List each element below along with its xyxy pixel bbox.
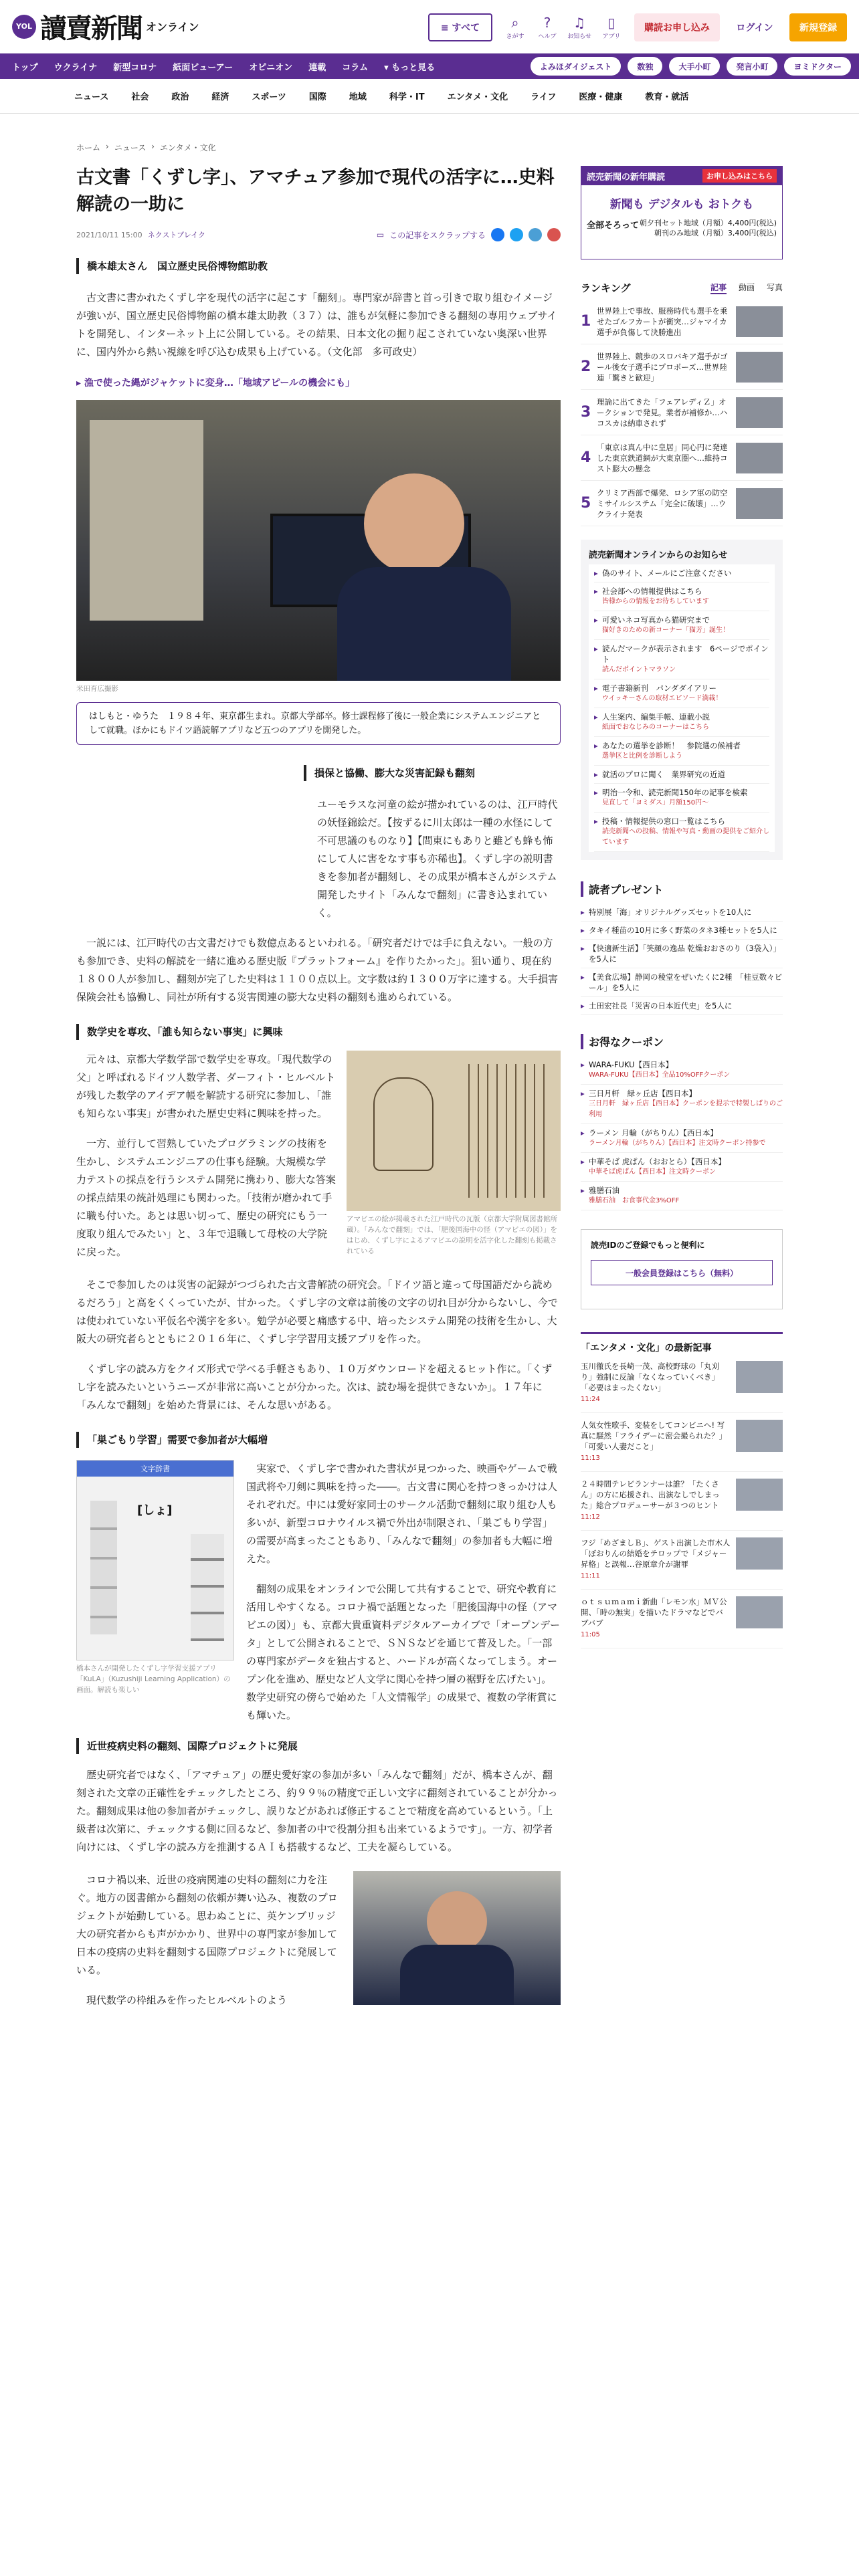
present-item[interactable]: ▸ 【快適新生活】「笑顔の逸品 乾燥おおさのり（3袋入）」を5人に bbox=[581, 940, 783, 968]
ranking-item[interactable] bbox=[581, 390, 783, 435]
category-tab[interactable]: 社会 bbox=[131, 92, 149, 102]
profile-box: はしもと・ゆうた １９８４年、東京都生まれ。京都大学部卒。修士課程修了後に一般企業にシステムエンジニアとして就職。ほかにもドイツ語読解アプリなど五つのアプリを開発した。 bbox=[76, 702, 561, 745]
notice-subtitle: 猫好きのための新コーナー「猫芳」誕生！ bbox=[602, 627, 729, 634]
ranking-number: 3 bbox=[581, 404, 591, 421]
latest-article[interactable] bbox=[581, 1531, 783, 1590]
ranking-thumbnail bbox=[736, 352, 783, 383]
category-tab[interactable]: 教育・就活 bbox=[645, 92, 689, 102]
coupon-title: ▸ 中華そば 虎ぱん（おおとら）【西日本】 bbox=[589, 1157, 726, 1166]
coupon-title: ▸ WARA-FUKU【西日本】 bbox=[589, 1060, 674, 1069]
notice-heading: 読売新聞オンラインからのお知らせ bbox=[589, 550, 728, 560]
present-item[interactable]: ▸ 土田宏社長「災害の日本近代史」を5人に bbox=[581, 997, 783, 1015]
ranking-number: 1 bbox=[581, 313, 591, 330]
ranking-number: 5 bbox=[581, 495, 591, 512]
category-tab[interactable]: スポーツ bbox=[252, 92, 286, 102]
coupon-detail: ラーメン月輪（がちりん）【西日本】注文時クーポン持参で bbox=[589, 1140, 766, 1147]
present-item[interactable]: ▸ 特別展「海」オリジナルグッズセットを10人に bbox=[581, 903, 783, 922]
coupon-detail: 中華そば虎ぱん【西日本】注文時クーポン bbox=[589, 1168, 716, 1176]
app-header: 文字辞書 bbox=[77, 1461, 233, 1477]
breadcrumb-separator: › bbox=[106, 142, 109, 151]
latest-title: 玉川徹氏を長崎一茂、高校野球の「丸刈り」強制に反論「なくなっていくべき」「必要はまったくない」 bbox=[581, 1362, 719, 1392]
facebook-icon[interactable] bbox=[491, 228, 504, 241]
latest-heading: 「エンタメ・文化」の最新記事 bbox=[581, 1332, 783, 1354]
section-heading: 損保と協働、膨大な災害記録も翻刻 bbox=[304, 765, 561, 781]
paragraph: くずし字の読み方をクイズ形式で学べる手軽さもあり、１０万ダウンロードを超えるヒット作に。「くずし字を読みたいというニーズが非常に高いことが分かった。次は、読む場を提供できないか」。１７年に「みんなで翻刻」を始めた背景には、そんな思いがある。 bbox=[76, 1363, 553, 1411]
notice-title: ▸ あなたの選挙を診断！ 参院選の候補者 bbox=[602, 741, 741, 750]
nav-pill[interactable]: よみほダイジェスト bbox=[531, 57, 622, 76]
article bbox=[76, 160, 561, 2010]
ranking-tab[interactable]: 動画 bbox=[738, 283, 755, 292]
breadcrumb-item[interactable]: エンタメ・文化 bbox=[160, 143, 216, 152]
ranking-number: 4 bbox=[581, 449, 591, 466]
latest-article[interactable] bbox=[581, 1413, 783, 1472]
latest-title: 人気女性歌手、変装をしてコンビニへ! 写真に騒然「フライデーに密会撮られた？」「可愛い人妻だこと」 bbox=[581, 1420, 727, 1451]
notice-subtitle: 読んだポイントマラソン bbox=[602, 666, 676, 673]
notice-subtitle: ウイッキーさんの取材エピソード満載！ bbox=[602, 695, 723, 702]
amabie-woodblock-image bbox=[347, 1051, 561, 1211]
coupon-title: ▸ 雅膳石油 bbox=[589, 1186, 619, 1195]
category-tab[interactable]: ニュース bbox=[74, 92, 109, 102]
notice-subtitle: 皆様からの情報をお待ちしています bbox=[602, 598, 709, 605]
notice-subtitle: 読売新聞への投稿、情報や写真・動画の提供をご紹介しています bbox=[602, 828, 769, 846]
latest-thumbnail bbox=[736, 1596, 783, 1628]
logo-badge[interactable]: YOL bbox=[12, 15, 36, 39]
nav-item[interactable]: トップ bbox=[12, 62, 38, 73]
person-face bbox=[364, 473, 464, 574]
coupon-heading: お得なクーポン bbox=[581, 1034, 783, 1049]
latest-time: 11:13 bbox=[581, 1455, 600, 1462]
promo-line: 新聞も デジタルも おトクも bbox=[609, 198, 754, 211]
latest-thumbnail bbox=[736, 1420, 783, 1452]
twitter-icon[interactable] bbox=[510, 228, 523, 241]
search-icon: ⌕ bbox=[511, 14, 519, 31]
related-link[interactable]: ▸ 漁で使った縄がジャケットに変身…「地域アピールの機会にも」 bbox=[76, 378, 355, 389]
scrap-icon[interactable]: ▭ bbox=[376, 230, 385, 239]
scrap-link[interactable]: この記事をスクラップする bbox=[389, 230, 486, 240]
latest-title: ２４時間テレビランナーは誰？「たくさん」の方に応援され、出演なしでしまった」総合プロデューサーが３つのヒント bbox=[581, 1479, 720, 1510]
nav-item[interactable]: ▾ もっと見る bbox=[384, 62, 436, 73]
photo-caption: アマビエの絵が掲載された江戸時代の瓦版（京都大学附属図書館所蔵）。「みんなで翻刻」では、「肥後国海中の怪（アマビエの図）」をはじめ、くずし字によるアマビエの説明を活字化した翻刻も掲載されている bbox=[347, 1215, 557, 1255]
nav-item[interactable]: 新型コロナ bbox=[113, 62, 157, 73]
present-heading: 読者プレゼント bbox=[581, 881, 783, 897]
present-item[interactable]: ▸ タキイ種苗の10月に多く野菜のタネ3種セットを5人に bbox=[581, 922, 783, 940]
coupon-title: ▸ ラーメン 月輪（がちりん）【西日本】 bbox=[589, 1128, 718, 1138]
registration-box bbox=[581, 1229, 783, 1309]
lead-paragraph: 古文書に書かれたくずし字を現代の活字に起こす「翻刻」。専門家が辞書と首っ引きで取り組むイメージが強いが、国立歴史民俗博物館の橋本雄太助教（３７）は、誰もが気軽に参加できる翻刻の専用ウェブサイトを開発し、インターネット上に公開している。その結果、日本文化の掘り起こされていない奥深い世界に、国内外から熱い視線を呼び込む成果も上げている。（文化部 多可政史） bbox=[76, 292, 557, 358]
notice-item[interactable] bbox=[594, 679, 769, 708]
amabie-figure bbox=[373, 1077, 434, 1171]
portrait-photo bbox=[76, 400, 561, 681]
registration-text: 読売IDのご登録でもっと便利に bbox=[591, 1241, 705, 1250]
coupon-detail: WARA-FUKU【西日本】全品10%OFFクーポン bbox=[589, 1071, 731, 1079]
photo-caption: 橋本さんが開発したくずし字学習支援アプリ「KuLA」（Kuzushiji Learning Application）の画面。解読も楽しい bbox=[76, 1665, 231, 1694]
category-tab[interactable]: 地域 bbox=[349, 92, 367, 102]
notice-title: ▸ 可愛いネコ写真から猫研究まで bbox=[602, 615, 710, 625]
notice-title: ▸ 就活のプロに聞く 業界研究の近道 bbox=[602, 770, 725, 779]
category-tab[interactable]: 国際 bbox=[308, 92, 326, 102]
latest-thumbnail bbox=[736, 1361, 783, 1393]
ranking-thumbnail bbox=[736, 306, 783, 337]
main-nav bbox=[0, 53, 859, 79]
category-tab[interactable]: 医療・健康 bbox=[579, 92, 623, 102]
hatena-icon[interactable] bbox=[529, 228, 542, 241]
person-body bbox=[400, 1945, 514, 2005]
promo-button[interactable]: お申し込みはこちら bbox=[702, 169, 777, 183]
portrait-photo-2 bbox=[353, 1871, 561, 2005]
icon-label: お知らせ bbox=[567, 33, 591, 40]
coupon-item[interactable] bbox=[581, 1124, 783, 1153]
notice-item[interactable] bbox=[594, 708, 769, 737]
promo-sub: 全部そろって bbox=[587, 221, 640, 231]
latest-time: 11:12 bbox=[581, 1513, 600, 1521]
coupon-item[interactable] bbox=[581, 1153, 783, 1182]
nav-pill[interactable]: 発言小町 bbox=[727, 57, 777, 76]
latest-thumbnail bbox=[736, 1537, 783, 1570]
paragraph: 歴史研究者ではなく、「アマチュア」の歴史愛好家の参加が多い「みんなで翻刻」だが、橋本さんが、翻刻された文章の正確性をチェックしたところ、約９９％の精度で正しい文字に翻刻されていることが分かった。翻刻成果は他の参加者がチェックし、誤りなどがあれば修正することで精度を高めているという。「上級者は次第に、チェックする側に回るなど、参加者の中で役割分担も出来ているようです」。一方、初学者向けには、くずし字の読み方を推測するＡＩも搭載するなど、工夫を凝らしている。 bbox=[76, 1769, 558, 1853]
site-logo-sub: オンライン bbox=[146, 21, 199, 33]
latest-time: 11:05 bbox=[581, 1631, 600, 1638]
app-screenshot bbox=[76, 1460, 234, 1660]
ranking-title: 世界陸上で事故、服務時代も選手を乗せたゴルフカートが衝突…ジャマイカ選手が負傷して決勝進出 bbox=[597, 306, 728, 337]
breadcrumb-separator: › bbox=[151, 142, 155, 151]
help-button[interactable] bbox=[533, 15, 562, 40]
category-tab[interactable]: エンタメ・文化 bbox=[447, 92, 508, 102]
register-button[interactable]: 新規登録 bbox=[789, 13, 847, 41]
help-icon: ? bbox=[543, 14, 551, 31]
nav-item[interactable]: オピニオン bbox=[249, 62, 293, 73]
ranking-item[interactable] bbox=[581, 481, 783, 526]
notice-item[interactable] bbox=[594, 784, 769, 813]
app-button[interactable] bbox=[597, 15, 626, 40]
app-icon: ▯ bbox=[607, 14, 615, 31]
byline: 橋本雄太さん 国立歴史民俗博物館助教 bbox=[76, 258, 561, 274]
section-heading: 近世疫病史料の翻刻、国際プロジェクトに発展 bbox=[76, 1738, 561, 1754]
breadcrumb bbox=[76, 142, 216, 153]
coupon-item[interactable] bbox=[581, 1182, 783, 1210]
icon-label: アプリ bbox=[602, 33, 621, 40]
notice-item[interactable] bbox=[594, 640, 769, 679]
woodblock-text bbox=[460, 1064, 547, 1198]
site-logo[interactable]: 讀賣新聞 bbox=[40, 13, 142, 44]
promo-price-1: 朝夕刊セット地域（月額）4,400円(税込) bbox=[639, 219, 777, 227]
notice-item[interactable] bbox=[594, 582, 769, 611]
icon-label: ヘルプ bbox=[538, 33, 557, 40]
sidebar bbox=[581, 166, 783, 1648]
search-button[interactable] bbox=[500, 15, 530, 40]
bell-icon: ♫ bbox=[573, 14, 585, 31]
subscribe-button[interactable]: 購読お申し込み bbox=[634, 13, 720, 41]
latest-title: フジ「めざましＢ」、ゲスト出演した市木人「ぼおりんの結婚をテロップで「メジャー昇格」と誤報…谷原章介が謝罪 bbox=[581, 1538, 731, 1569]
coupon-title: ▸ 三日月軒 緑ヶ丘店【西日本】 bbox=[589, 1089, 696, 1098]
latest-title: ｏｔｓｕｍａｍｉ新曲「レモン水」ＭＶ公開、「時の無実」を描いたドラマなどでバブバブ bbox=[581, 1597, 727, 1628]
site-header bbox=[0, 0, 859, 53]
coupon-detail: 三日月軒 緑ヶ丘店【西日本】クーポンを提示で特製しばりのご利用 bbox=[589, 1100, 783, 1118]
ranking-item[interactable] bbox=[581, 299, 783, 344]
category-tab[interactable]: 経済 bbox=[211, 92, 229, 102]
person-face bbox=[427, 1891, 487, 1951]
notice-subtitle: 選挙区と比例を診断しよう bbox=[602, 752, 682, 760]
breadcrumb-item[interactable]: ニュース bbox=[114, 143, 147, 152]
nav-item[interactable]: 紙面ビューアー bbox=[173, 62, 233, 73]
app-variants bbox=[191, 1534, 224, 1641]
notice-item[interactable] bbox=[594, 737, 769, 766]
paragraph: コロナ禍以来、近世の疫病関連の史料の翻刻に力を注ぐ。地方の図書館から翻刻の依頼が舞い込み、複数のプロジェクトが始動している。思わぬことに、英ケンブリッジ大の研究者からも声がかかり、世界中の専門家が参加して日本の疫病の史料を翻刻する国際プロジェクトに発展している。 bbox=[76, 1874, 338, 1976]
paragraph: そこで参加したのは災害の記録がつづられた古文書解読の研究会。「ドイツ語と違って母国語だから読めるだろう」と高をくくっていたが、甘かった。くずし字の文章は前後の文字の切れ目が分からないし、今では使われていない平仮名や漢字を多い。勉学が必要と痛感する中、培ったシステム開発の技術を生かし、大阪大の研究者らとともに２０１６年に、くずし字学習用支援アプリを作った。 bbox=[76, 1279, 558, 1345]
category-nav bbox=[0, 79, 859, 114]
breadcrumb-item[interactable]: ホーム bbox=[76, 143, 101, 152]
ranking-item[interactable] bbox=[581, 344, 783, 390]
latest-article[interactable] bbox=[581, 1354, 783, 1413]
subscription-promo[interactable] bbox=[581, 166, 783, 259]
ranking-heading: ランキング bbox=[581, 282, 631, 294]
article-date: 2021/10/11 15:00 bbox=[76, 231, 142, 239]
latest-article[interactable] bbox=[581, 1472, 783, 1531]
promo-title: 読売新聞の新年購読 bbox=[587, 172, 666, 183]
latest-article[interactable] bbox=[581, 1590, 783, 1648]
article-title: 古文書「くずし字」、アマチュア参加で現代の活字に…史料解読の一助に bbox=[76, 167, 555, 215]
ranking-number: 2 bbox=[581, 358, 591, 375]
coupon-item[interactable] bbox=[581, 1085, 783, 1124]
photo-caption: 米田育広撮影 bbox=[76, 685, 118, 693]
notice-title: ▸ 偽のサイト、メールにご注意ください bbox=[602, 568, 732, 578]
paragraph: ユーモラスな河童の絵が描かれているのは、江戸時代の妖怪錦絵だ。【按ずるに川太郎は一種の水怪にして不可思議のものなり】【間東にもありと雖ども蜂も怖にして人に害をなす事も亦稀也】。くずし字の説明書きを参加者が翻刻し、その成果が橋本さんがシステム開発したサイト「みんなで翻刻」に書き込まれていく。 bbox=[317, 798, 558, 919]
nav-pill[interactable]: 大手小町 bbox=[669, 57, 720, 76]
bookshelf bbox=[90, 420, 203, 621]
notice-title: ▸ 読んだマークが表示されます 6ページでポイント bbox=[602, 644, 769, 664]
notice-item[interactable] bbox=[594, 766, 769, 784]
ranking-title: 世界陸上、競歩のスロバキア選手がゴール後女子選手にプロポーズ…世界陸連「驚きと歓迎」 bbox=[597, 351, 728, 383]
notice-subtitle: 見直して「ヨミダス」月額150円〜 bbox=[602, 799, 709, 807]
latest-time: 11:24 bbox=[581, 1396, 600, 1403]
coupon-item[interactable] bbox=[581, 1056, 783, 1085]
paragraph: 現代数学の枠組みを作ったヒルベルトのよう bbox=[86, 1994, 288, 2006]
icon-label: さがす bbox=[506, 33, 524, 40]
nav-pill[interactable]: 数独 bbox=[628, 57, 662, 76]
notice-title: ▸ 社会部への情報提供はこちら bbox=[602, 586, 702, 596]
coupon-detail: 雅膳石油 お食事代金3%OFF bbox=[589, 1197, 680, 1204]
ranking-title: クリミア西部で爆発、ロシア軍の防空ミサイルシステム「完全に破壊」…ウクライナ発表 bbox=[597, 488, 728, 519]
promo-price-2: 朝刊のみ地域（月額）3,400円(税込) bbox=[654, 229, 777, 237]
notice-item[interactable] bbox=[594, 564, 769, 582]
present-item[interactable]: ▸ 【美食広場】静岡の稜堂をぜいたくに2種 「桂豆数々ビール」を5人に bbox=[581, 968, 783, 997]
nav-item[interactable]: コラム bbox=[342, 62, 369, 73]
paragraph: 一方、並行して習熟していたプログラミングの技術を生かし、システムエンジニアの仕事も経験。大規模な学力テストの採点を行うシステム開発に携わり、膨大な答案の採点結果の統計処理にも関わった。「技術が磨かれて手に職も付いた。あとは思い切って、歴史の研究にもう一度取り組んでみたい」と、３年で退職して母校の大学院に戻った。 bbox=[76, 1138, 336, 1258]
notice-title: ▸ 明治一令和、読売新聞150年の記事を検索 bbox=[602, 788, 748, 797]
nav-pill[interactable]: ヨミドクター bbox=[784, 57, 851, 76]
app-text-strip bbox=[90, 1501, 117, 1634]
register-free-button[interactable]: 一般会員登録はこちら（無料） bbox=[591, 1260, 773, 1285]
article-meta bbox=[76, 227, 561, 242]
all-menu-button[interactable]: ≡ すべて bbox=[428, 13, 492, 41]
ranking-title: 理論に出てきた「フェアレディＺ」オークションで発見。業者が補修か…ハコスカは納車されず bbox=[597, 397, 728, 428]
app-character-label: [しょ] bbox=[137, 1503, 173, 1517]
paragraph: 元々は、京都大学数学部で数学史を専攻。「現代数学の父」と呼ばれるドイツ人数学者、ダーフィト・ヒルベルトが残した数学のアイデア帳を解読する研究に参加し、「誰も知らない事実」が書かれた歴史史料に興味を持った。 bbox=[76, 1053, 336, 1119]
person-body bbox=[337, 567, 511, 681]
paragraph: 一説には、江戸時代の古文書だけでも数億点あるといわれる。「研究者だけでは手に負えない。一般の方も参加でき、史料の解読を一緒に進める歴史版『プラットフォーム』を作りたかった」。狙い通り、現在約１８００人が参加し、翻刻が完了した史料は１１００点以上。文字数は約１３００万字に達する。大手損害保険会社も協働し、同社が所有する災害関連の膨大な史料の翻刻も進められている。 bbox=[76, 937, 559, 1003]
mail-icon[interactable] bbox=[547, 228, 561, 241]
notice-title: ▸ 電子書籍新刊 パンダダイアリー bbox=[602, 683, 717, 693]
section-heading: 数学史を専攻、「誰も知らない事実」に興味 bbox=[76, 1024, 561, 1040]
share-bar bbox=[377, 228, 561, 241]
ranking-thumbnail bbox=[736, 397, 783, 428]
notice-item[interactable] bbox=[594, 813, 769, 852]
login-button[interactable]: ログイン bbox=[736, 23, 773, 33]
notice-title: ▸ 人生案内、編集手帳、連載小説 bbox=[602, 712, 710, 722]
ranking-thumbnail bbox=[736, 488, 783, 519]
category-tab[interactable]: ライフ bbox=[531, 92, 557, 102]
notice-subtitle: 紙面でおなじみのコーナーはこちら bbox=[602, 724, 709, 731]
bell-button[interactable] bbox=[565, 15, 594, 40]
ranking-tab[interactable]: 記事 bbox=[710, 282, 727, 294]
ranking-thumbnail bbox=[736, 443, 783, 473]
notice-title: ▸ 投稿・情報提供の窓口一覧はこちら bbox=[602, 817, 725, 826]
latest-thumbnail bbox=[736, 1479, 783, 1511]
ranking-title: 「東京は真ん中に皇居」同心円に発達した東京鉄道網が大東京圏へ…維持コスト膨大の懸念 bbox=[597, 442, 728, 473]
paragraph: 実家で、くずし字で書かれた書状が見つかった、映画やゲームで戦国武将や刀剣に興味を持った――。古文書に関心を持つきっかけは人それぞれだ。中には愛好家同士のサークル活動で翻刻に取り組む人も多いが、新型コロナウイルス禍で外出が制限され、「巣ごもり学習」の需要が高まったこともあり、「みんなで翻刻」の参加者も大幅に増えた。 bbox=[246, 1463, 558, 1565]
category-tab[interactable]: 科学・IT bbox=[389, 92, 425, 102]
section-heading: 「巣ごもり学習」需要で参加者が大幅増 bbox=[76, 1432, 561, 1448]
nav-item[interactable]: ウクライナ bbox=[54, 62, 98, 73]
ranking-item[interactable] bbox=[581, 435, 783, 481]
latest-time: 11:11 bbox=[581, 1572, 600, 1580]
paragraph: 翻刻の成果をオンラインで公開して共有することで、研究や教育に活用しやすくなる。コロナ禍で話題となった「肥後国海中の怪（アマビエの図）」も、京都大貴重資料デジタルアーカイブで「オープンデータ」として公開されることで、ＳＮＳなどを通じて普及した。「一部の専門家がデータを独占すると、ハードルが高くなってしまう。オープン化を進め、歴史など人文学に関心を持つ層の裾野を広げたい」。数学史研究の傍らで始めた「人文情報学」の成果で、複数の学術賞にも輝いた。 bbox=[246, 1583, 561, 1721]
ranking-tab[interactable]: 写真 bbox=[766, 283, 783, 292]
nav-item[interactable]: 連載 bbox=[308, 62, 326, 73]
article-tag[interactable]: ネクストブレイク bbox=[147, 231, 205, 239]
category-tab[interactable]: 政治 bbox=[171, 92, 189, 102]
notice-item[interactable] bbox=[594, 611, 769, 640]
